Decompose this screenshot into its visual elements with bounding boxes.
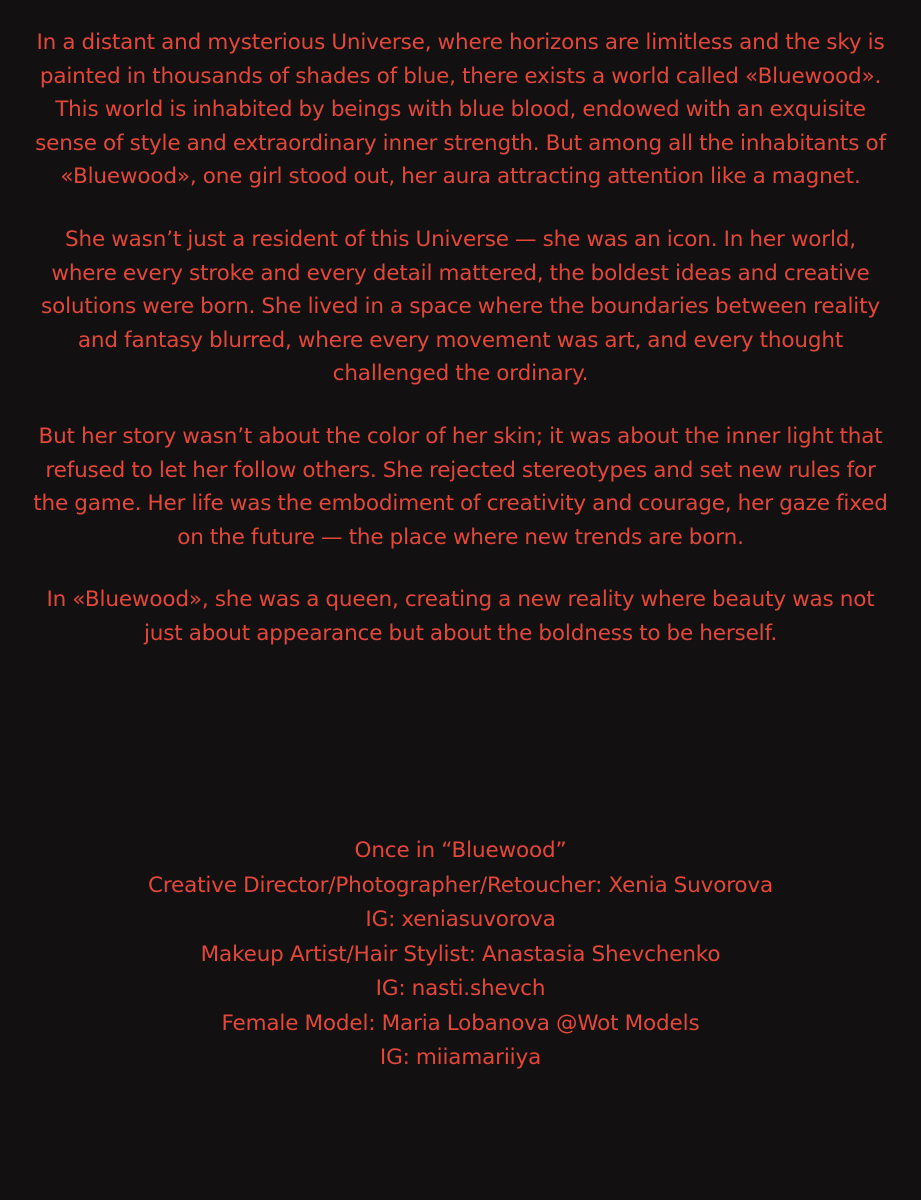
story-paragraph-1: In a distant and mysterious Universe, where horizons are limitless and the sky is painted in thousands of shades of blue, there exists a world called «Bluewood». This world is inhabited by beings with blue blood, endowed with an exquisite sense of style and extraordinary inner strength. But among all the inhabitants of «Bluewood», one girl stood out, her aura attracting attention like a magnet. xyxy=(35,30,886,190)
credit-photographer-ig: IG: xeniasuvorova xyxy=(365,907,556,932)
credit-makeup-artist-ig: IG: nasti.shevch xyxy=(375,976,546,1001)
credits-title: Once in “Bluewood” xyxy=(354,838,567,863)
story-text xyxy=(31,26,891,651)
credits-block xyxy=(31,834,891,1076)
credit-model-ig: IG: miiamariiya xyxy=(379,1045,542,1070)
story-paragraph-3: But her story wasn’t about the color of her skin; it was about the inner light that refused to let her follow others. She rejected stereotypes and set new rules for the game. Her life was the embodiment of creativity and courage, her gaze fixed on the future — the place where new trends are born. xyxy=(33,423,888,550)
story-paragraph-4: In «Bluewood», she was a queen, creating a new reality where beauty was not just about appearance but about the boldness to be herself. xyxy=(46,587,875,646)
story-paragraph-2: She wasn’t just a resident of this Universe — she was an icon. In her world, where every stroke and every detail mattered, the boldest ideas and creative solutions were born. She lived in a space where the boundaries between reality and fantasy blurred, where every movement was art, and every thought challenged the ordinary. xyxy=(41,226,880,387)
credit-makeup-artist: Makeup Artist/Hair Stylist: Anastasia Shevchenko xyxy=(200,941,721,967)
credit-photographer: Creative Director/Photographer/Retoucher: Xenia Suvorova xyxy=(147,872,774,898)
credit-model: Female Model: Maria Lobanova @Wot Models xyxy=(221,1010,700,1036)
